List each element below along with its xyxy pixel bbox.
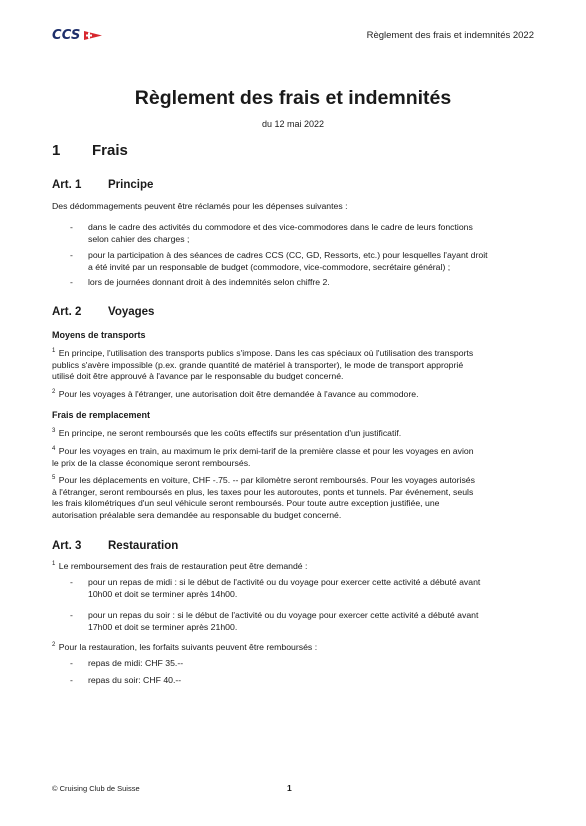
bullet-dash: -	[70, 610, 73, 620]
footer-copyright: © Cruising Club de Suisse	[52, 784, 140, 793]
paragraph-number: 4	[52, 446, 56, 452]
article-title: Voyages	[108, 306, 155, 318]
bullet-dash: -	[70, 658, 73, 668]
section-number: 1	[52, 142, 61, 159]
bullet-dash: -	[70, 277, 73, 287]
bullet-dash: -	[70, 577, 73, 587]
pennant-flag-icon	[84, 31, 102, 40]
paragraph: $^4$ Pour les voyages en train, au maximum le prix demi-tarif de la première classe et pour les voyages en avion le prix de la classe économique seront remboursés.	[52, 446, 474, 468]
list-item: - pour un repas de midi : si le début de l'activité ou du voyage pour exercer cette activité a débuté avant 10h00 et doit se terminer après 14h00.	[70, 577, 481, 599]
subheading: Frais de remplacement	[52, 410, 151, 420]
paragraph-number: 1	[52, 348, 56, 354]
subheading: Moyens de transports	[52, 330, 146, 340]
paragraph: $^5$ Pour les déplacements en voiture, CHF -.75. -- par kilomètre seront remboursés. Pour les voyages autorisés à l'étranger, seront remboursés en plus, les taxes pour les autoroutes, ponts et tunnels. Par événement, seuls les frais kilométriques d'un seul véhicule seront remboursés. Pour toute autre exception justifiée, une autorisation préalable sera demandée au responsable du budget concerné.	[52, 475, 475, 520]
article-heading	[52, 306, 154, 318]
paragraph-number: 1	[52, 561, 56, 567]
paragraph: $^1$ En principe, l'utilisation des transports publics s'impose. Dans les cas spéciaux où l'utilisation des transports publics s'avère impossible (p.ex. grande quantité de matériel à transporter), le mode de transport approprié utilisé doit être approuvé à l'avance par le responsable du budget concerné.	[52, 348, 474, 381]
paragraph-number: 2	[52, 389, 56, 395]
section-heading	[52, 142, 128, 159]
article-number: Art. 3	[52, 540, 82, 552]
page-number: 1	[287, 783, 292, 793]
article-number: Art. 2	[52, 306, 82, 318]
list-item: - lors de journées donnant droit à des indemnités selon chiffre 2.	[70, 277, 330, 287]
paragraph-number: 2	[52, 642, 56, 648]
list-item: - repas du soir: CHF 40.--	[70, 675, 182, 685]
running-title: Règlement des frais et indemnités 2022	[366, 30, 534, 41]
page-header	[52, 28, 534, 48]
list-item: - pour la participation à des séances de cadres CCS (CC, GD, Ressorts, etc.) pour lesquelles l'ayant droit a été invité par un responsable de budget (commodore, vice-commodore, secrétaire général) ;	[70, 250, 488, 272]
paragraph: $^2$ Pour la restauration, les forfaits suivants peuvent être remboursés :	[52, 642, 318, 652]
section-title: Frais	[92, 142, 128, 159]
document-date: du 12 mai 2022	[261, 119, 325, 129]
article-title: Principe	[108, 179, 154, 191]
ccs-logo	[52, 28, 102, 43]
bullet-dash: -	[70, 675, 73, 685]
bullet-dash: -	[70, 250, 73, 260]
article-heading	[52, 540, 178, 552]
article-title: Restauration	[108, 540, 179, 552]
logo-text: CCS	[52, 28, 81, 43]
bullet-dash: -	[70, 222, 73, 232]
paragraph: $^3$ En principe, ne seront remboursés que les coûts effectifs sur présentation d'un justificatif.	[52, 428, 402, 438]
paragraph-number: 5	[52, 475, 56, 481]
paragraph: $^1$ Le remboursement des frais de restauration peut être demandé :	[52, 561, 308, 571]
list-item: - pour un repas du soir : si le début de l'activité ou du voyage pour exercer cette activité a débuté avant 17h00 et doit se terminer après 21h00.	[70, 610, 479, 632]
paragraph: Des dédommagements peuvent être réclamés pour les dépenses suivantes :	[52, 201, 348, 211]
article-heading	[52, 179, 153, 191]
paragraph-number: 3	[52, 428, 56, 434]
article-number: Art. 1	[52, 179, 82, 191]
paragraph: $^2$ Pour les voyages à l'étranger, une autorisation doit être demandée à l'avance au commodore.	[52, 389, 419, 399]
document-title: Règlement des frais et indemnités	[134, 87, 452, 109]
list-item: - dans le cadre des activités du commodore et des vice-commodores dans le cadre de leurs fonctions selon cahier des charges ;	[70, 222, 473, 244]
list-item: - repas de midi: CHF 35.--	[70, 658, 184, 668]
